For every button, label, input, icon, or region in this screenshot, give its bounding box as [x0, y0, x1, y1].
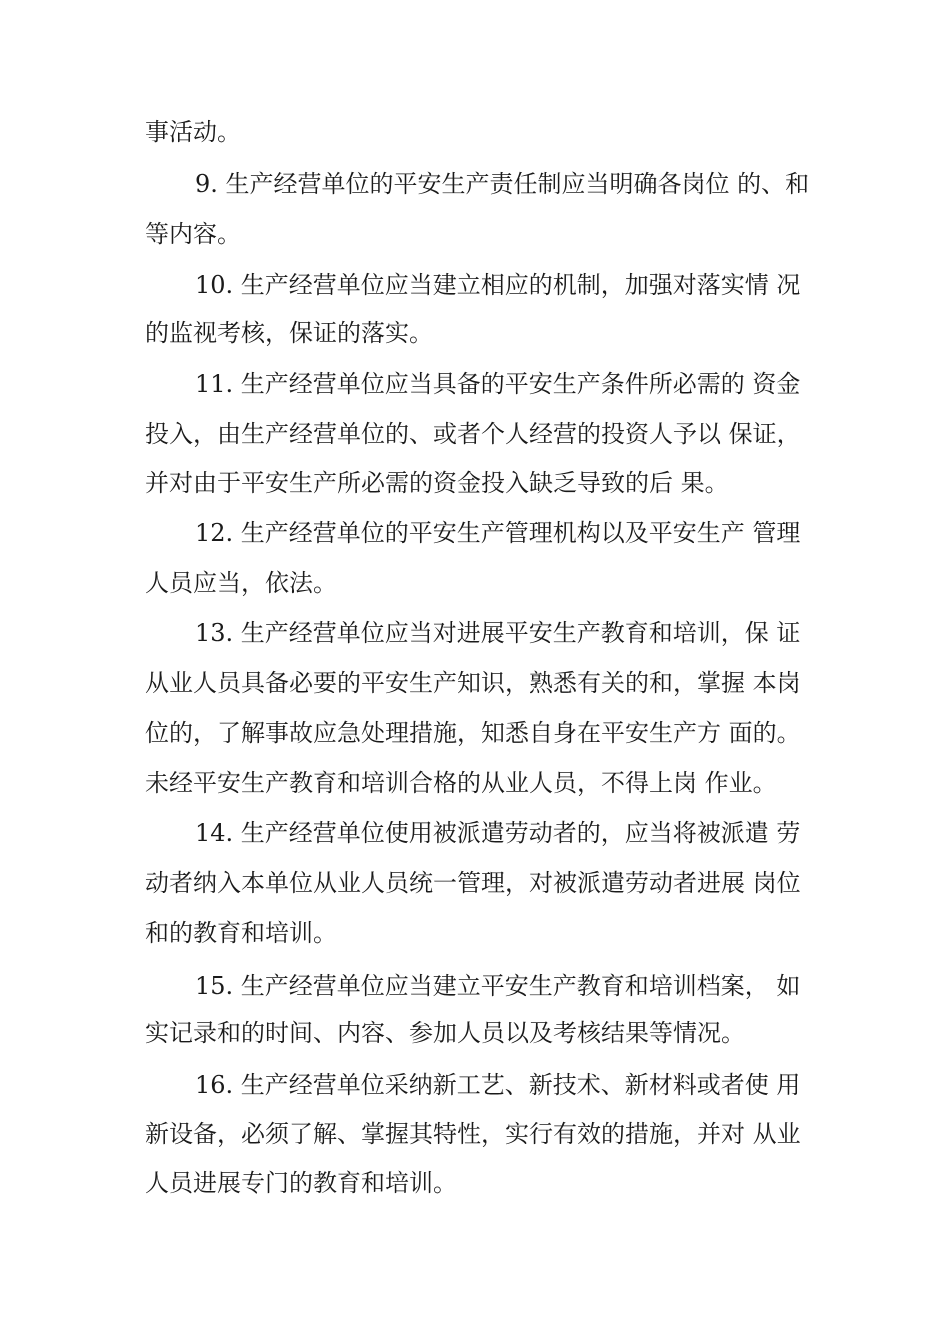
text-line: 人员应当，依法。 [145, 569, 337, 597]
text-line: 13. 生产经营单位应当对进展平安生产教育和培训，保 证 [195, 619, 801, 647]
text-line: 16. 生产经营单位采纳新工艺、新技术、新材料或者使 用 [195, 1071, 801, 1099]
text-line: 从业人员具备必要的平安生产知识，熟悉有关的和，掌握 本岗 [145, 669, 801, 697]
text-line: 新设备，必须了解、掌握其特性，实行有效的措施，并对 从业 [145, 1120, 801, 1148]
text-line: 10. 生产经营单位应当建立相应的机制，加强对落实情 况 [195, 271, 801, 299]
text-line: 位的，了解事故应急处理措施，知悉自身在平安生产方 面的。 [145, 719, 801, 747]
text-line: 人员进展专门的教育和培训。 [145, 1169, 457, 1197]
text-line: 事活动。 [145, 118, 241, 146]
text-line: 15. 生产经营单位应当建立平安生产教育和培训档案， 如 [195, 972, 801, 1000]
text-line: 的监视考核，保证的落实。 [145, 319, 433, 347]
text-line: 等内容。 [145, 220, 241, 248]
text-line: 并对由于平安生产所必需的资金投入缺乏导致的后 果。 [145, 469, 729, 497]
text-line: 动者纳入本单位从业人员统一管理，对被派遣劳动者进展 岗位 [145, 869, 801, 897]
text-line: 12. 生产经营单位的平安生产管理机构以及平安生产 管理 [195, 519, 801, 547]
text-line: 和的教育和培训。 [145, 919, 337, 947]
text-line: 11. 生产经营单位应当具备的平安生产条件所必需的 资金 [195, 370, 801, 398]
text-line: 未经平安生产教育和培训合格的从业人员，不得上岗 作业。 [145, 769, 777, 797]
text-line: 投入，由生产经营单位的、或者个人经营的投资人予以 保证， [145, 420, 801, 448]
text-line: 9. 生产经营单位的平安生产责任制应当明确各岗位 的、和 [195, 170, 810, 198]
text-line: 实记录和的时间、内容、参加人员以及考核结果等情况。 [145, 1019, 745, 1047]
text-line: 14. 生产经营单位使用被派遣劳动者的，应当将被派遣 劳 [195, 819, 801, 847]
